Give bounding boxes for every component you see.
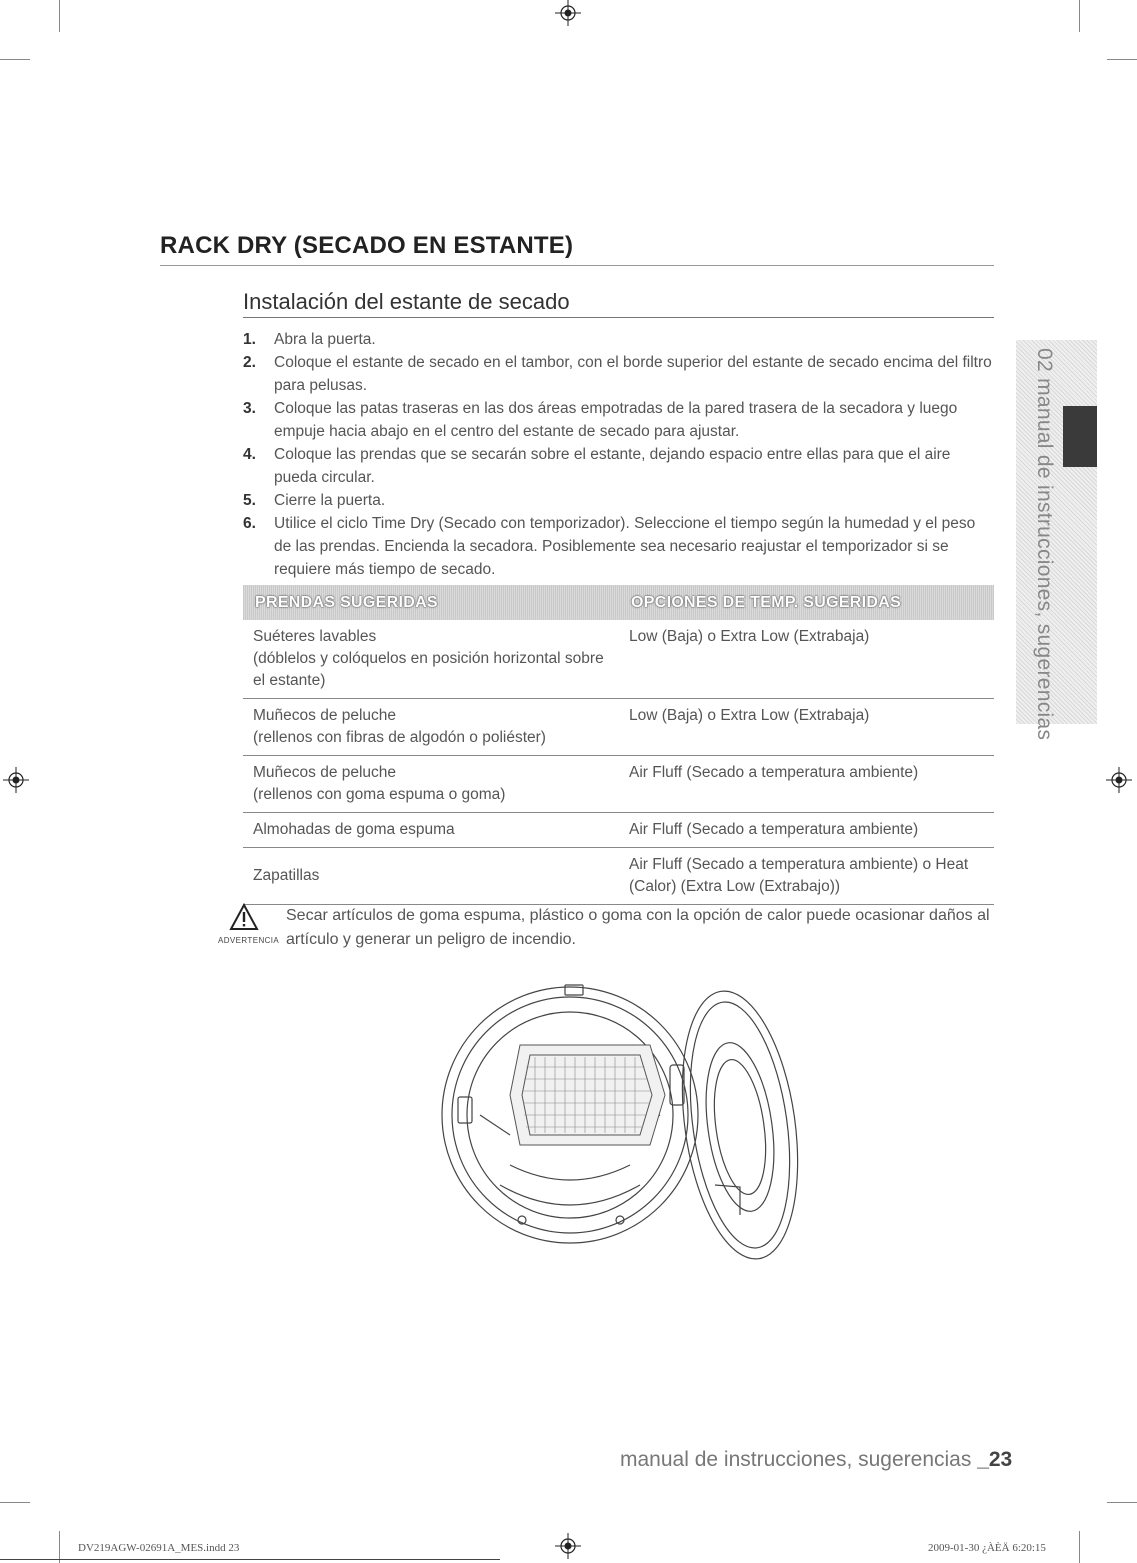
item-cell [243,699,619,756]
slug-rule [0,1559,500,1560]
item-name: Muñecos de peluche [253,707,397,724]
step-text: Utilice el ciclo Time Dry (Secado con temporizador). Seleccione el tiempo según la humedad y el peso de las prendas. Encienda la secadora. Posiblemente sea necesario reajustar el temporizador si se requiere más tiempo de secado. [274,515,976,578]
step-item [243,351,995,397]
step-text: Abra la puerta. [274,331,376,348]
dryer-door [667,984,814,1267]
crop-mark [0,59,30,60]
item-cell: Zapatillas [243,848,619,905]
table-row [243,699,994,756]
page-number: _23 [977,1448,1013,1471]
item-name: Muñecos de peluche [253,764,397,781]
crop-mark [1107,59,1137,60]
table-row [243,813,994,848]
section-divider [243,317,994,318]
step-number: 3. [243,400,256,417]
step-number: 1. [243,331,256,348]
step-item [243,397,995,443]
crop-mark [1079,1531,1080,1563]
section-side-tab [1016,340,1097,741]
step-number: 5. [243,492,256,509]
lint-filter [458,1097,472,1123]
option-cell: Air Fluff (Secado a temperatura ambiente) [619,813,994,848]
step-item [243,489,995,512]
item-note: (rellenos con fibras de algodón o poliéster) [253,729,546,746]
item-cell: Almohadas de goma espuma [243,813,619,848]
print-slug-date: 2009-01-30 ¿ÀÈÄ 6:20:15 [928,1542,1046,1554]
print-slug-file: DV219AGW-02691A_MES.indd 23 [78,1542,240,1554]
item-name: Suéteres lavables [253,628,377,645]
option-cell: Air Fluff (Secado a temperatura ambiente) o Heat (Calor) (Extra Low (Extrabajo)) [619,848,994,905]
table-row [243,756,994,813]
side-tab-label: 02 manual de instrucciones, sugerencias [1033,348,1056,741]
crop-mark [1107,1502,1137,1503]
section-tab-marker [1063,406,1097,467]
drying-rack [510,1045,665,1145]
option-cell: Air Fluff (Secado a temperatura ambiente) [619,756,994,813]
registration-mark-icon [555,1533,581,1559]
step-text: Coloque las prendas que se secarán sobre el estante, dejando espacio entre ellas para que el aire pueda circular. [274,446,951,486]
step-number: 4. [243,446,256,463]
item-cell [243,620,619,699]
step-text: Coloque las patas traseras en las dos áreas empotradas de la pared trasera de la secadora y luego empuje hacia abajo en el centro del estante de secado para ajustar. [274,400,958,440]
step-number: 2. [243,354,256,371]
step-item [243,512,995,581]
step-text: Cierre la puerta. [274,492,386,509]
warning-text: Secar artículos de goma espuma, plástico o goma con la opción de calor puede ocasionar daños al artículo y generar un peligro de incendio. [286,907,990,948]
crop-mark [0,1502,30,1503]
option-cell: Low (Baja) o Extra Low (Extrabaja) [619,620,994,699]
column-header-items: PRENDAS SUGERIDAS [243,585,619,620]
page-title: RACK DRY (SECADO EN ESTANTE) [160,232,574,259]
item-note: (dóblelos y colóquelos en posición horizontal sobre el estante) [253,650,604,689]
section-title: Instalación del estante de secado [243,289,570,314]
registration-mark-icon [3,767,29,793]
footer-section: manual de instrucciones, sugerencias [620,1448,978,1471]
dryer-rack-illustration [440,975,820,1275]
page-footer [620,1448,1012,1472]
table-header-row [243,585,994,620]
item-cell [243,756,619,813]
warning-label: ADVERTENCIA [218,936,280,945]
step-number: 6. [243,515,256,532]
recommendation-table [243,585,994,905]
step-item [243,328,995,351]
warning-triangle-icon [229,903,259,931]
step-item [243,443,995,489]
registration-mark-icon [555,0,581,26]
title-divider [160,265,994,266]
table-row [243,620,994,699]
step-text: Coloque el estante de secado en el tambor, con el borde superior del estante de secado encima del filtro para pelusas. [274,354,992,394]
table-row [243,848,994,905]
steps-list [243,328,995,581]
crop-mark [59,0,60,32]
registration-mark-icon [1106,767,1132,793]
crop-mark [1079,0,1080,32]
option-cell: Low (Baja) o Extra Low (Extrabaja) [619,699,994,756]
column-header-options: OPCIONES DE TEMP. SUGERIDAS [619,585,994,620]
item-note: (rellenos con goma espuma o goma) [253,786,506,803]
